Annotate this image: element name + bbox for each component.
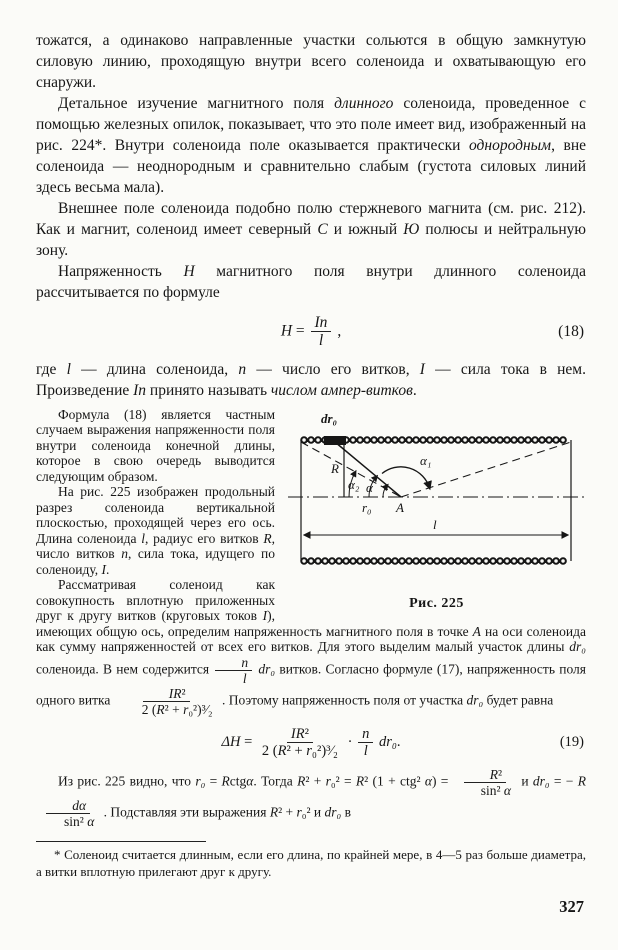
equation-19-number: (19) (559, 734, 584, 751)
paragraph-fig225-description: На рис. 225 изображен продольный разрез соленоида вертикальной плоскостью, проходящей через его ось. Длина соленоида l, радиус его витков R, число витков n, сила тока, идущего по соленоиду, I. (36, 484, 275, 577)
angle-alpha1-arc (382, 467, 430, 488)
paragraph-continuation: тожатся, а одинаково направленные участки сольются в общую замкнутую силовую линию, проходящую внутри всего соленоида и охватывающую его снаружи. (36, 32, 586, 91)
alpha-label: α (366, 479, 373, 495)
equation-19 (36, 726, 586, 759)
radius-label: R (331, 460, 339, 476)
alpha1-label: α₁ (420, 452, 432, 468)
equation-18-body: H = $\frac{In}{l}$ , (280, 314, 342, 350)
footnote: * Соленоид считается длинным, если его длина, по крайней мере, в 4—5 раз больше диаметра, а витки вплотную прилегают друг к другу. (36, 847, 586, 879)
figure-225 (287, 409, 586, 612)
solenoid-diagram-image (287, 409, 586, 585)
paragraph-intensity: Напряженность H магнитного поля внутри длинного соленоида рассчитывается по формуле (36, 263, 586, 301)
footnote-rule (36, 841, 206, 842)
figure-caption: Рис. 225 (409, 596, 464, 612)
derivation-section (36, 407, 586, 829)
equation-18-number: (18) (558, 323, 584, 341)
page-number: 327 (559, 897, 584, 917)
paragraph-where: где l — длина соленоида, n — число его витков, I — сила тока в нем. Произведение In принято называть числом ампер-витков. (36, 360, 586, 399)
equation-19-body: ΔH = $\frac{\text{IR²}}{\text{2 (R² + r₀²)³⁄₂}}$ · $\frac{n}{l}$ dr₀. (221, 726, 401, 760)
paragraph-substitution: Из рис. 225 видно, что r₀ = Rctgα. Тогда R² + r₀² = R² (1 + ctg² α) = $\frac{\text{R²}}{\text{sin² α}}$ и dr₀ = − R $\frac{d\alpha}{\text{sin² α}}$ . Подставляя эти выражения R² + r₀² и dr₀ в (36, 767, 586, 829)
r0-label: r₀ (362, 499, 372, 515)
dashed-right-line (401, 442, 571, 497)
paragraph-formula-special-case: Формула (18) является частным случаем выражения напряженности поля внутри соленоида конечной длины, которое в свою очередь выводится следующим образом. (36, 406, 275, 484)
dr0-element (324, 436, 346, 445)
alpha2-label: α₂ (348, 476, 360, 492)
paragraph-outer-field: Внешнее поле соленоида подобно полю стержневого магнита (см. рис. 212). Как и магнит, соленоид имеет северный С и южный Ю полюсы и нейтральную зону. (36, 200, 586, 259)
point-A-label: A (396, 499, 404, 515)
equation-18 (36, 314, 586, 350)
dr0-label: dr₀ (321, 410, 338, 426)
length-label: l (433, 516, 437, 532)
paragraph-field-study: Детальное изучение магнитного поля длинного соленоида, проведенное с помощью железных опилок, показывает, что это поле имеет вид, изображенный на рис. 224*. Внутри соленоида поле оказывается практически однородным, вне соленоида — неоднородным и сравнительно слабым (густота силовых линий здесь весьма мала). (36, 95, 586, 196)
paragraph-derivation: Рассматривая соленоид как совокупность вплотную приложенных друг к другу витков (круговых токов I), имеющих общую ось, определим напряженность магнитного поля в точке A на оси соленоида как сумму напряженностей от всех его витков. Для этого выделим малый участок длины dr₀ соленоида. В нем содержится $\frac{n}{l}$ dr₀ витков. Согласно формуле (17), напряженность поля одного витка $\frac{\text{IR²}}{\text{2 (R² + r₀²)³⁄₂}}$ . Поэтому напряженность поля от участка dr₀ будет равна (36, 577, 586, 718)
